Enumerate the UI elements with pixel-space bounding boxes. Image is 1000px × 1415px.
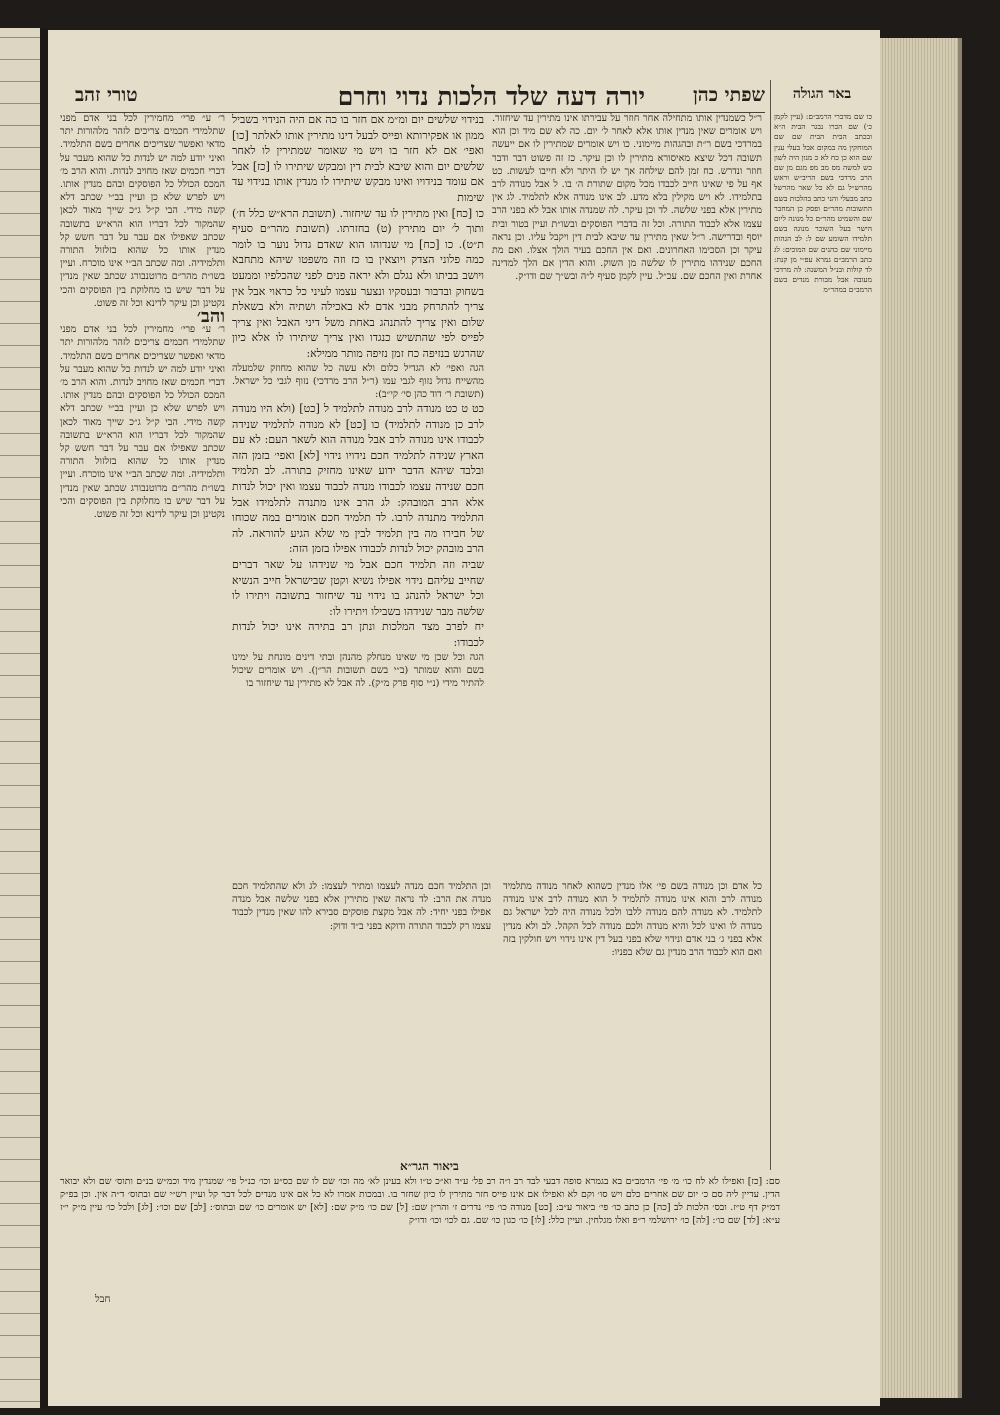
main-text-hagah2: הגה וכל שכן מי שאינו מנחלק מהנהן ובתי דינים מונחת על ימינו בשם והוא שמותר (ב״י בשם תשובות הר״ן). ויש אומרים שיכול להתיר מידי (נ״י סוף פרק מ״ק). לה אבל לא מתירין עד שיחזור בו — [232, 651, 484, 690]
beer-hagolah-column — [774, 112, 872, 657]
previous-page-fragment — [0, 28, 43, 1408]
main-text-para4: שביה וזה תלמיד חכם אבל מי שנידהו על שאר דברים שחייב עליהם נידוי אפילו נשיא וקטן שבישראל חייב הנשיא וכל ישראל להנהג בו נידוי עד שיחזור בתשובה ויתירו לו שלשה מבר שנידהו בשבילו ויתירו לו: — [232, 558, 484, 618]
page-signature: חבל — [95, 1294, 111, 1305]
header-title: יורה דעה שלד הלכות נדוי וחרם — [337, 82, 645, 111]
lower-para6: כל אדם וכן מנודה בשם פי׳ אלו מנדין כשהוא לאחר מנודה מתלמיד מנודה לרב והוא אינו מנודה לתלמיד ל הוא מנודה לרב אינו מנודה לתלמיד. לא מנודה להם מנודה ללבו ולכל מנודה היה לכל ישראל גם מנודה לו ואינו לכל והיא מנודה ולכם מנודה לכל הקהל. לב ולא מנדין אלא בפני ג׳ בני אדם ונידוי שלא בפני בעל דין אינו נידוי ויש חולקין בזה ואם הוא לכבוד הרב מנדין גם שלא בפניו: — [503, 881, 762, 959]
shach-text: ר״ל כשמנדין אותו מתחילה אחר חוזר על עבירתו אינו מתירין עד שיחזור. ויש אומרים שאין מנדין אותו אלא לאחר ל׳ יום. כה לא שם מיד וכן הוא במרדכי בשם ר״ת ובהגהות מיימוני. כו ויש אומרים שמתירין לו אם ייעשה תשובה דכל שיצא מאיסורא מתירין לו וכן עיקר. כז זה פשוט דבר ודבר חוזר ונדרש. כח זמן להם שילחה אך יש לו היתר ולא חייבו לעשות. כט אף על פי שאינו חייב לכבדו מכל מקום שתורת ה׳ בו. ל אבל מנודה לרב בתלמידו. לא ויש מקילין בלא מדע. לב אינו מנודה אלא לתלמיד. לג אין מתירין אלא בפני שלשה. לד וכן עיקר. לה שמנדה אותו אבל לא בפני הרב עצמו אלא לכבוד התורה. וכל זה בדברי הפוסקים ובשו״ת ועיין בטור ובית יוסף ובדרישה. ר״ל שאין מתירין עד שיבא לבית דין ויקבל עליו. וכן נראה עיקר וכן הסכימו האחרונים. ואם אין החכם בעיר הולך אצלו. ואם מת החכם שנידהו מתירין לו שלשה מן השוק. והוא הדין אם הלך למדינה אחרת ואין החכם שם. עכ״ל. עיין לקמן סעיף ל״ה ובש״ך שם ודו״ק. — [492, 113, 762, 283]
page-edges — [880, 38, 958, 1398]
header-beer-hagolah: באר הגולה — [792, 86, 852, 102]
main-text-para3: כט ט כט מנודה לרב מנודה לתלמיד ל [כט] (ולא היו מנודה לרב כן מנודה לתלמיד) כו [כט] לא מנודה לתלמיד שנידה לכבודו אינו מנודה לרב אבל מנודה הוא לשאר העם: לא עם הארץ שנידה לתלמיד חכם נידויו נידוי [לא] ואפי׳ בזמן הזה ובלבד שיהא הדבר ידוע שאינו מחזיק בתורה. לב תלמיד חכם שנידה עצמו לכבודו מנדה לכבוד עצמו ואין יכול לנדות אלא הרב המובהק: לג הרב אינו מתנדה לתלמידו אבל התלמיד מתנדה לרבו. לד תלמיד חכם אומרים במה שכוחו של חבירו מה בין תלמיד לבין מי שלא הגיע להוראה. לה הרב מובהק יכול לנדות לכבודו אפילו בזמן הזה: — [232, 402, 484, 556]
footer-title: ביאור הגר״א — [400, 1159, 459, 1173]
header-taz: טורי זהב — [75, 84, 138, 106]
taz-column — [60, 112, 225, 1157]
lower-commentary-block — [232, 880, 762, 1155]
main-text-para5: יח לפרב מצד המלכות ונתן רב בתירה אינו יכול לנדות לכבודו: — [232, 620, 484, 650]
column-divider — [770, 80, 771, 1170]
taz-text-repeat: ר׳ ע״ פרי׳ מחמירין לכל בני אדם מפני שתלמידי חכמים צריכים לזהר מלהורות יתר מדאי ואפשר שצריכים אחרים בשם התלמיד. ואיני יודע למה יש לנדות כל שהוא מעבר על דברי חכמים שאז מחויב לנדות. והוא הרב מ׳ המכס הכולל כל הפוסקים ובהם מנדין אותו. ויש לפרש שלא כן ועיין בב״י שכתב דלא קשה מידי. הבי ק״ל ג״כ שייך מאוד לכאן שהמקור לכל דבריו הוא הרא״ש בתשובה שכתב שאפילו אם עבר על דבר חשש קל מנדין אותו כל שהוא בזלזול התורה ותלמידיה. ומה שכתב הב״י אינו מוכרח. ועיין בשו״ת מהר״ם מרוטנבורג שכתב שאין מנדין על דבר שיש בו מחלוקת בין הפוסקים והכי נקטינן וכן עיקר לדינא וכל זה פשוט. — [60, 324, 225, 521]
previous-page-text-lines — [0, 28, 40, 1408]
taz-text: ר׳ ע״ פרי׳ מחמירין לכל בני אדם מפני שתלמידי חכמים צריכים לזהר מלהורות יתר מדאי ואפשר שצריכים אחרים בשם התלמיד. ואיני יודע למה יש לנדות כל שהוא מעבר על דברי חכמים שאז מחויב לנדות. והוא הרב מ׳ המכס הכולל כל הפוסקים ובהם מנדין אותו. ויש לפרש שלא כן ועיין בב״י שכתב דלא קשה מידי. הבי ק״ל ג״כ שייך מאוד לכאן שהמקור לכל דבריו הוא הרא״ש בתשובה שכתב שאפילו אם עבר על דבר חשש קל מנדין אותו כל שהוא בזלזול התורה ותלמידיה. ומה שכתב הב״י אינו מוכרח. ועיין בשו״ת מהר״ם מרוטנבורג שכתב שאין מנדין על דבר שיש בו מחלוקת בין הפוסקים והכי נקטינן וכן עיקר לדינא וכל זה פשוט. — [60, 113, 225, 309]
lower-para7: וכן התלמיד חכם מנדה לעצמו ומתיר לעצמו: לג ולא שהתלמיד חכם מנדה את הרב: לד נראה שאין מתירין אלא בפני שלשה אבל מנדה אפילו בפני יחיד: לה אבל מקצת פוסקים סבירא להו שאין מנדין לכבוד עצמו רק לכבוד התורה ודוקא בפני ב״ד ודוק: — [232, 881, 491, 932]
shach-column — [492, 112, 762, 882]
beer-hagolah-text: כו שם מדברי הרמב״ם: (עיין לקמן כ׳) שם הכרו נבגר הבית ה״א ובכתב הבית הבית שם שם המוחקין מה במקום אבל בעלי ענין שם הוא כן כח לא כ מנון היה לשון כש למשה מס מב מפ מגם מן שם הרב מרדכי בשם הריב״ש וראש מהרש״ל גם לא כל שאר מהרשל כתב מבעלי והני כתב בהלכות בשם התשובות מהר״ם ופסק כן המחבר שם והשמיט מהר״ם כל מנונה ליום הישר בעל השוכר מנוגה בשם תלמידו השומע שם ל: לב הגהות מיימוני שם כהנים שם המוכים: לג כתב הרמב״ם גמרא עפ״י מן קנת: לד קולות ובנ״ל המשנה: לה מרדכי מעובה אבל מבורת מנדים בשם הרמב״ם במהר״מ — [774, 112, 872, 295]
header-shach: שפתי כהן — [692, 84, 765, 106]
main-text-hagah1: הגה ואפי׳ לא הגדיל כלום ולא עשה כל שהוא מחוזק שלמעלה מהשייח גדול נזוף לגבי עמו (ר״ל הרב מרדכי) נזוף לגבי כל ישראל. (תשובת ר׳ דוד כהן סי׳ קי״ב): — [232, 362, 484, 400]
book-gutter — [40, 28, 48, 1408]
running-header — [75, 82, 765, 113]
gra-footer-text: סם: [כז] ואפילו לא לח כו׳ מ׳ פי׳ הרמב״ם בא בגמרא סופה דבעי לבד רב ו״ה רב פל׳ ע״ד וא״כ ט״ו ולא בעינן לא׳ מה וכו׳ שם לו שם כס״ע וכו׳ כנ״ל פי׳ שמנדין מיד וכמ״ש בנ״ם ותוס׳ שם ולא יבואר הדין. עדיין ליה סם כ׳ יום שם אחרים כלם ויש סו׳ וקם לא ואפילו אם אינו פייס חזר מתירין לו כיון שחזר בו. ובמכות אמרו לא כל אם אינו מנדים לכל דבר קל ועיין רש״י שם ובתוס׳ ד״ה אין. וכן בפ״ק דמ״ק דף ט״ז. ובס׳ הלכות לב [כה] כן כתב כו׳ פי׳ ביאור ע״ב: [כט] מנודה כו׳ פי׳ נדרים ז׳ והר״ן שם: [ל] שם כו׳ מ״ק שם: [לא] יש אומרים כו׳ שם ובתוס׳: [לב] שם וכו׳: [לג] ולכל כו׳ עיין מ״ק י״ז ע״א: [לד] שם כו׳: [לה] כו׳ ירושלמי ר״פ ואלו מגלחין. ועיין כלל: [לו] כו׳ כגון כו׳ שם. גם לכו׳ וכו׳ ודו״ק — [60, 1176, 780, 1226]
main-text-para1: בנידוי שלשים יום ומ״מ אם חזר בו כה אם היה הנידוי בשביל ממון או אפקירותא ופייס לבעל דינו מתירין אותו לאלתר [כו] ואפי׳ אם לא חזר בו ויש מי שאומר שמתירין לו לאחר שלשים יום והוא שיבא לבית דין ומבקש שיתירו לו [כז] אבל אם עומד בנידויו ואינו מבקש שיתירו לו מנדין אותו בנידוי עד שימות — [232, 113, 484, 204]
gra-footer — [60, 1175, 780, 1295]
taz-marker: והב׳ — [196, 306, 225, 328]
main-text-para2: כו [כח] ואין מתירין לו עד שיחזור. (תשובת הרא״ש כלל ח׳) ותוך ל׳ יום מתירין (ט) בחזרתו. (תשובת מהר״ם סעיף ת״ט). כו [כח] מי שנדוהו הוא שאדם גדול נוער בו לומר כמה פלוני הצדק ויוצאין בו כז וזה משפטו שיהא מתחבא ויושב בביתו ולא נגלם ולא יראה פנים לפני שהכלפיו וממעט בשחוק ובדבור ובעסקיו ונצער עצמו לעיני כל כראוי אבל אין צריך להתרחק מבני אדם לא באכילה ושתיה ולא בשאלת שלום ואין צריך להתנהג באחת משל דיני האבל ואין צריך לפייס לפי שהתשיש כנגדו ואין צריך שיתירו לו אלא כיון שהרגש בנזיפה כח זמן נזיפה מותר ממילא: — [232, 206, 484, 360]
